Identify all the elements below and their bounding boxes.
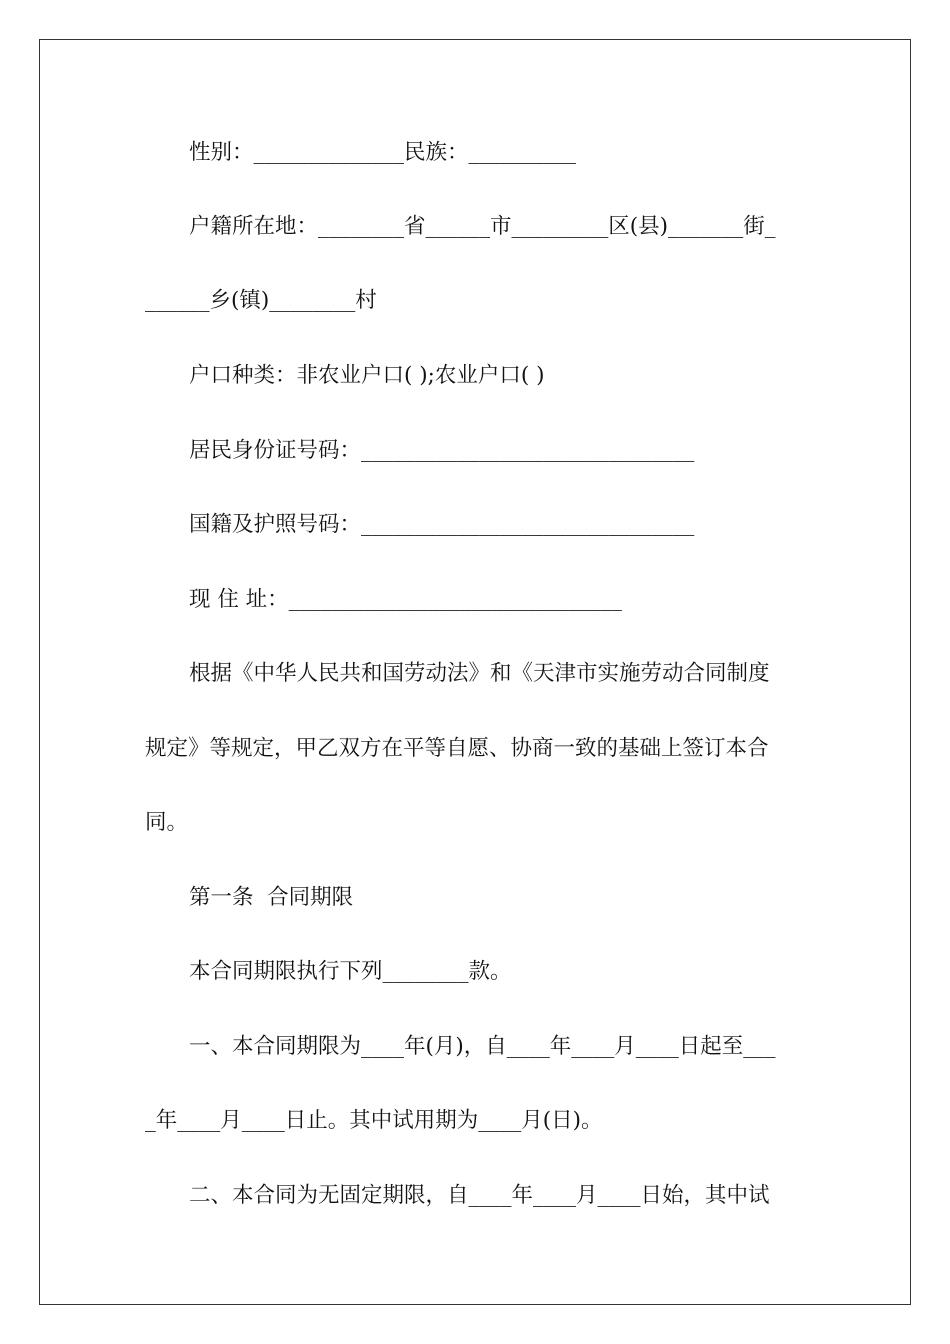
id-number-line: 居民身份证号码：_______________________________ [189,438,695,463]
household-registration-line: 户籍所在地：________省______市_________区(县)_______街_ [189,214,776,239]
preamble-line-1: 根据《中华人民共和国劳动法》和《天津市实施劳动合同制度 [189,661,770,686]
term-selection-line: 本合同期限执行下列________款。 [189,959,512,984]
article-1-heading: 第一条 合同期限 [189,885,354,910]
preamble-line-3: 同。 [145,810,189,835]
current-address-line: 现 住 址：_______________________________ [189,587,622,612]
open-term-line: 二、本合同为无固定期限，自____年____月____日始，其中试 [189,1183,770,1208]
preamble-line-2: 规定》等规定，甲乙双方在平等自愿、协商一致的基础上签订本合 [145,736,769,761]
gender-ethnicity-line: 性别：______________民族：__________ [189,140,577,165]
fixed-term-line-2: _年____月____日止。其中试用期为____月(日)。 [145,1108,603,1133]
passport-line: 国籍及护照号码：_______________________________ [189,512,695,537]
fixed-term-line-1: 一、本合同期限为____年(月)，自____年____月____日起至___ [189,1034,776,1059]
household-type-line: 户口种类：非农业户口( );农业户口( ) [189,363,545,388]
household-registration-line-cont: ______乡(镇)________村 [145,288,377,313]
